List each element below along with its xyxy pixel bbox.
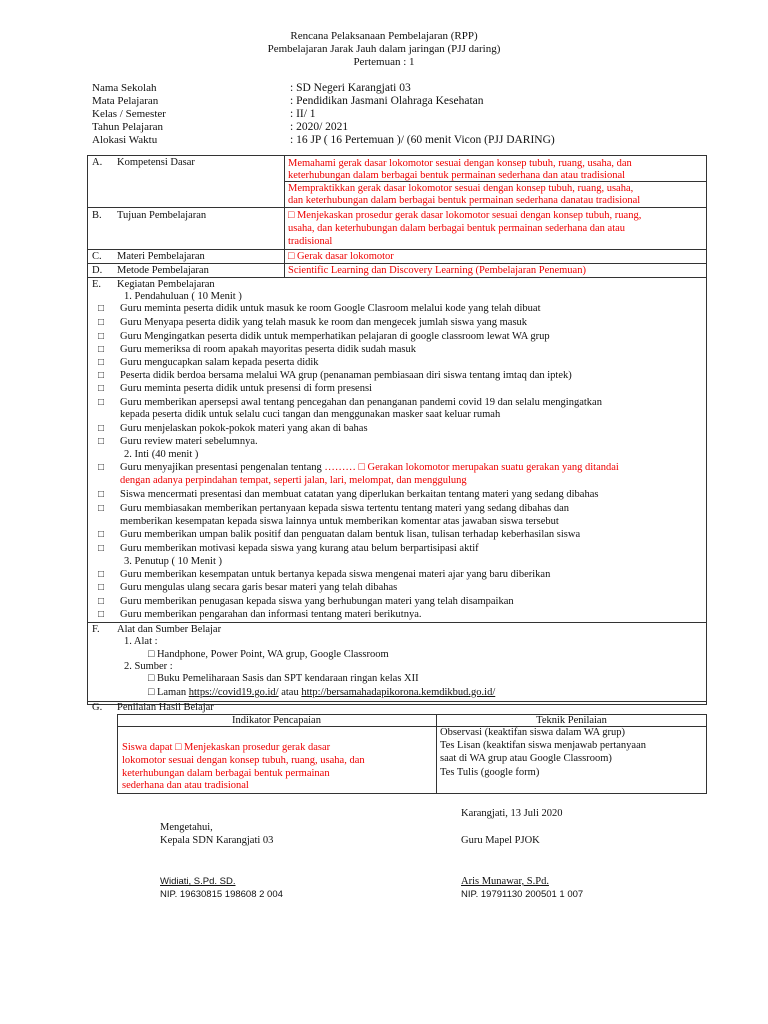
phase-title-penutup: 3. Penutup ( 10 Menit ) — [124, 556, 222, 567]
source-item: □ Buku Pemeliharaan Sasis dan SPT kendaraan ringan kelas XII — [148, 673, 419, 684]
teacher-title: Guru Mapel PJOK — [461, 835, 540, 846]
section-label: Kegiatan Pembelajaran — [117, 279, 215, 290]
section-letter: E. — [92, 279, 102, 290]
technique-text: saat di WA grup atau Google Classroom) — [440, 753, 612, 764]
tools-heading: 1. Alat : — [124, 636, 158, 647]
activity-item: Guru memberikan penugasan kepada siswa yang berhubungan materi yang telah disampaikan — [120, 596, 514, 607]
kompetensi-dasar-1: Memahami gerak dasar lokomotor sesuai dengan konsep tubuh, ruang, usaha, dan — [288, 158, 632, 169]
activity-item: Guru memberikan pengarahan dan informasi tentang materi berikutnya. — [120, 609, 422, 620]
activity-item: Guru memberikan umpan balik positif dan penguatan dalam bentuk lisan, tulisan terhadap keberhasilan siswa — [120, 529, 581, 540]
assessment-col-header: Indikator Pencapaian — [232, 715, 321, 726]
checkbox-icon: □ — [98, 397, 105, 408]
indicator-text: lokomotor sesuai dengan konsep tubuh, ruang, usaha, dan — [122, 755, 365, 766]
section-letter: D. — [92, 265, 103, 276]
row-divider — [87, 263, 707, 264]
identity-row: Mata Pelajaran : Pendidikan Jasmani Olahraga Kesehatan — [92, 95, 484, 107]
tools-item: □ Handphone, Power Point, WA grup, Google Classroom — [148, 649, 389, 660]
place-date: Karangjati, 13 Juli 2020 — [461, 808, 563, 819]
checkbox-icon: □ — [98, 436, 105, 447]
learning-objective: usaha, dan keterhubungan dalam berbagai bentuk permainan sederhana dan atau — [288, 223, 626, 234]
checkbox-icon: □ — [98, 462, 105, 473]
technique-text: Tes Lisan (keaktifan siswa menjawab pertanyaan — [440, 740, 646, 751]
activity-item-continuation: dengan adanya perpindahan tempat, seperti jalan, lari, melompat, dan menggulung — [120, 475, 467, 486]
teacher-nip: NIP. 19791130 200501 1 007 — [461, 889, 584, 900]
identity-row: Kelas / Semester : II/ 1 — [92, 108, 316, 120]
checkbox-icon: □ — [98, 383, 105, 394]
acknowledged-label: Mengetahui, — [160, 822, 213, 833]
checkbox-icon: □ — [98, 489, 105, 500]
kemdikbud-link[interactable]: http://bersamahadapikorona.kemdikbud.go.id/ — [301, 687, 496, 698]
activity-item: Guru membiasakan memberikan pertanyaan kepada siswa tertentu tentang materi yang sedang dibahas dan — [120, 503, 570, 514]
indicator-text: keterhubungan dalam berbagai bentuk permainan — [122, 768, 330, 779]
checkbox-icon: □ — [98, 344, 105, 355]
activity-item: Guru meminta peserta didik untuk masuk ke room Google Clasroom melalui kode yang telah dibuat — [120, 303, 541, 314]
section-letter: F. — [92, 624, 100, 635]
activity-item: Guru review materi sebelumnya. — [120, 436, 258, 447]
section-letter: C. — [92, 251, 102, 262]
checkbox-icon: □ — [98, 609, 105, 620]
checkbox-icon: □ — [98, 596, 105, 607]
activity-item: Guru memeriksa di room apakah mayoritas peserta didik sudah masuk — [120, 344, 416, 355]
kompetensi-dasar-2: dan keterhubungan dalam berbagai bentuk permainan sederhana danatau tradisional — [288, 195, 641, 206]
phase-title-pendahuluan: 1. Pendahuluan ( 10 Menit ) — [124, 291, 242, 302]
row-divider — [87, 249, 707, 250]
section-label: Kompetensi Dasar — [117, 157, 195, 168]
checkbox-icon: □ — [98, 370, 105, 381]
section-label: Penilaian Hasil Belajar — [117, 702, 214, 713]
activity-item: Guru mengulas ulang secara garis besar materi yang telah dibahas — [120, 582, 398, 593]
checkbox-icon: □ — [98, 582, 105, 593]
document-subtitle: Pembelajaran Jarak Jauh dalam jaringan (PJJ daring) — [267, 43, 501, 55]
section-label: Metode Pembelajaran — [117, 265, 209, 276]
indicator-text: Siswa dapat □ Menjekaskan prosedur gerak dasar — [122, 742, 331, 753]
identity-row: Tahun Pelajaran : 2020/ 2021 — [92, 121, 349, 133]
teacher-name: Aris Munawar, S.Pd. — [461, 876, 549, 887]
checkbox-icon: □ — [98, 569, 105, 580]
principal-nip: NIP. 19630815 198608 2 004 — [160, 889, 283, 900]
phase-title-inti: 2. Inti (40 menit ) — [124, 449, 199, 460]
activity-item-continuation: kepada peserta didik untuk selalu cuci tangan dan menggunakan masker saat keluar rumah — [120, 409, 501, 420]
column-divider — [284, 155, 285, 277]
row-divider — [87, 207, 707, 208]
checkbox-icon: □ — [98, 503, 105, 514]
activity-item: Guru menyajikan presentasi pengenalan tentang ……… □ Gerakan lokomotor merupakan suatu gerakan yang ditandai — [120, 462, 619, 473]
technique-text: Observasi (keaktifan siswa dalam WA grup) — [440, 727, 625, 738]
checkbox-icon: □ — [98, 331, 105, 342]
activity-item: Guru memberikan kesempatan untuk bertanya kepada siswa mengenai materi ajar yang baru diberikan — [120, 569, 551, 580]
checkbox-icon: □ — [98, 317, 105, 328]
section-letter: A. — [92, 157, 103, 168]
activity-item: Guru meminta peserta didik untuk presensi di form presensi — [120, 383, 372, 394]
row-divider — [87, 277, 707, 278]
activity-item: Guru Mengingatkan peserta didik untuk memperhatikan pelajaran di google classroom lewat WA grup — [120, 331, 550, 342]
activity-item: Siswa mencermati presentasi dan membuat catatan yang diperlukan berkaitan tentang materi yang sedang dibahas — [120, 489, 599, 500]
principal-title: Kepala SDN Karangjati 03 — [160, 835, 274, 846]
activity-item: Guru memberikan motivasi kepada siswa yang kurang atau belum berpartisipasi aktif — [120, 543, 479, 554]
activity-item: Guru memberikan apersepsi awal tentang pencegahan dan penanganan pandemi covid 19 dan selalu mengingatkan — [120, 397, 602, 408]
meeting-number: Pertemuan : 1 — [353, 56, 415, 68]
activity-item: Guru menjelaskan pokok-pokok materi yang akan di bahas — [120, 423, 368, 434]
section-label: Materi Pembelajaran — [117, 251, 205, 262]
checkbox-icon: □ — [98, 543, 105, 554]
technique-text: Tes Tulis (google form) — [440, 767, 540, 778]
checkbox-icon: □ — [98, 423, 105, 434]
section-letter: B. — [92, 210, 102, 221]
learning-objective: tradisional — [288, 236, 333, 247]
section-label: Tujuan Pembelajaran — [117, 210, 207, 221]
covid-link[interactable]: https://covid19.go.id/ — [188, 687, 279, 698]
learning-method: Scientific Learning dan Discovery Learning (Pembelajaran Penemuan) — [288, 265, 586, 276]
principal-name: Widiati, S.Pd. SD. — [160, 876, 236, 887]
activity-item-continuation: memberikan kesempatan kepada siswa lainnya untuk memberikan komentar atas jawaban siswa tersebut — [120, 516, 559, 527]
kompetensi-dasar-1: keterhubungan dalam berbagai bentuk permainan sederhana dan atau tradisional — [288, 170, 626, 181]
activity-item: Guru mengucapkan salam kepada peserta didik — [120, 357, 319, 368]
checkbox-icon: □ — [98, 303, 105, 314]
learning-material: □ Gerak dasar lokomotor — [288, 251, 394, 262]
checkbox-icon: □ — [98, 357, 105, 368]
learning-objective: □ Menjekaskan prosedur gerak dasar lokomotor sesuai dengan konsep tubuh, ruang, — [288, 210, 642, 221]
identity-row: Nama Sekolah : SD Negeri Karangjati 03 — [92, 82, 411, 94]
activity-item: Peserta didik berdoa bersama melalui WA grup (penanaman pembiasaan diri siswa tentang imtaq dan iptek) — [120, 370, 572, 381]
kompetensi-dasar-2: Mempraktikkan gerak dasar lokomotor sesuai dengan konsep tubuh, ruang, usaha, — [288, 183, 634, 194]
identity-row: Alokasi Waktu : 16 JP ( 16 Pertemuan )/ (60 menit Vicon (PJJ DARING) — [92, 134, 555, 146]
activity-item: Guru Menyapa peserta didik yang telah masuk ke room dan mengecek jumlah siswa yang masuk — [120, 317, 528, 328]
sources-heading: 2. Sumber : — [124, 661, 173, 672]
source-item: □ Laman https://covid19.go.id/ atau http://bersamahadapikorona.kemdikbud.go.id/ — [148, 687, 496, 698]
assessment-col-header: Teknik Penilaian — [536, 715, 607, 726]
section-letter: G. — [92, 702, 103, 713]
row-divider — [87, 622, 707, 623]
section-label: Alat dan Sumber Belajar — [117, 624, 222, 635]
checkbox-icon: □ — [98, 529, 105, 540]
indicator-text: sederhana dan atau tradisional — [122, 780, 249, 791]
document-title: Rencana Pelaksanaan Pembelajaran (RPP) — [290, 30, 478, 42]
